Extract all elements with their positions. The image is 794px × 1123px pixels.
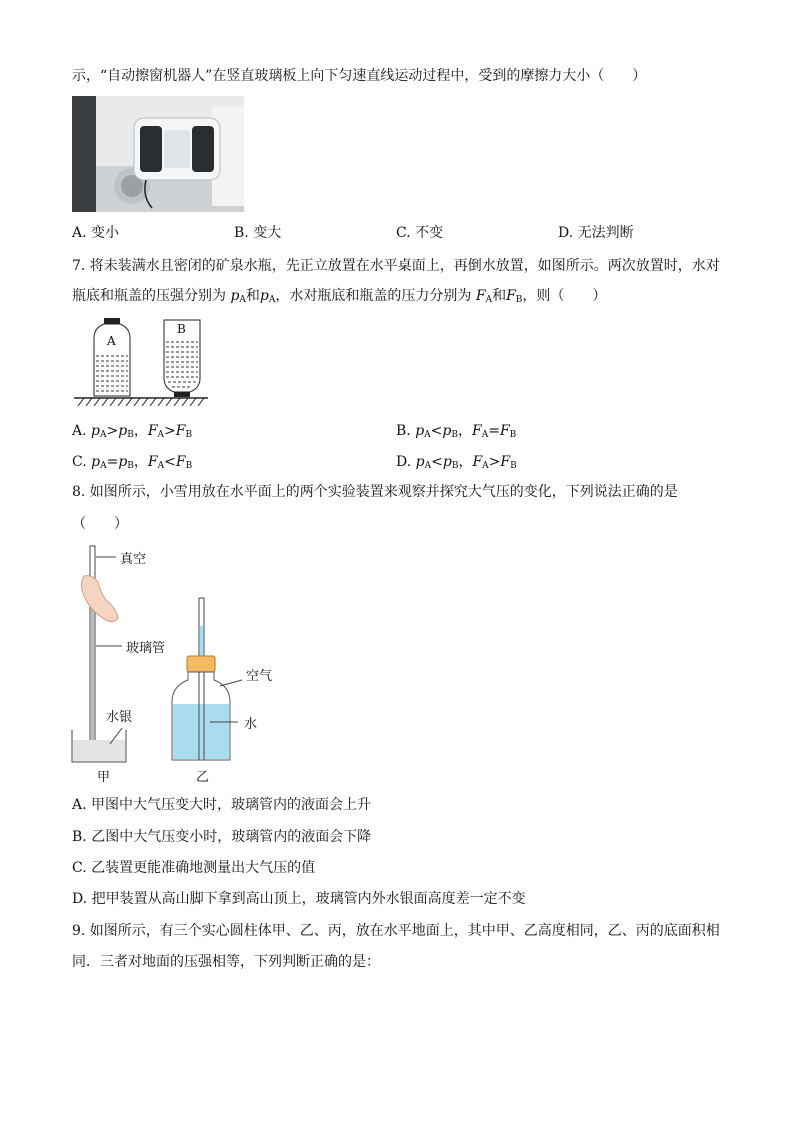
q8-option-d[interactable]: D. 把甲装置从高山脚下拿到高山顶上，玻璃管内外水银面高度差一定不变 [72,891,526,907]
q9-stem-line1: 9. 如图所示，有三个实心圆柱体甲、乙、丙，放在水平地面上，其中甲、乙高度相同，乙、丙的底面积相 [72,923,720,939]
q7-option-c[interactable]: C. $p_A=p_B$，$F_A<F_B$ [72,454,193,471]
q9-stem-line2: 同．三者对地面的压强相等，下列判断正确的是： [72,954,380,970]
q6-option-c[interactable]: C. 不变 [396,225,444,241]
q6-option-a[interactable]: A. 变小 [72,225,120,241]
q8-option-a[interactable]: A. 甲图中大气压变大时，玻璃管内的液面会上升 [72,797,372,813]
q8-option-c[interactable]: C. 乙装置更能准确地测量出大气压的值 [72,860,316,876]
q7-option-a[interactable]: A. $p_A>p_B$，$F_A>F_B$ [72,423,193,440]
label-jia: 甲 [97,770,111,785]
label-yi: 乙 [196,770,210,785]
q7-option-b[interactable]: B. $p_A<p_B$，$F_A=F_B$ [396,423,517,440]
q7-stem-line2: 瓶底和瓶盖的压强分别为 $p_A$和$p_A$，水对瓶底和瓶盖的压力分别为 $F_A$和$F_B$，则（ ） [72,288,607,305]
label-mercury: 水银 [106,710,133,725]
q8-stem-line1: 8. 如图所示，小雪用放在水平面上的两个实验装置来观察并探究大气压的变化，下列说法正确的是 [72,484,678,500]
q8-stem-line2: （ ） [72,516,128,532]
q6-option-d[interactable]: D. 无法判断 [558,225,634,241]
window-robot-photo [72,96,244,212]
label-air: 空气 [246,669,273,684]
label-water: 水 [244,717,258,732]
q8-option-b[interactable]: B. 乙图中大气压变小时，玻璃管内的液面会下降 [72,829,372,845]
q6-option-b[interactable]: B. 变大 [234,225,282,241]
bottles-figure [74,316,208,408]
bottle-b-label: B [177,322,186,336]
label-glass-tube: 玻璃管 [126,641,166,656]
q7-stem-line1: 7. 将未装满水且密闭的矿泉水瓶，先正立放置在水平桌面上，再倒水放置，如图所示。两次放置时，水对 [72,258,720,274]
bottle-a-label: A [107,334,116,348]
q7-option-d[interactable]: D. $p_A<p_B$，$F_A>F_B$ [396,454,517,471]
label-vacuum: 真空 [120,552,147,567]
q6-stem: 示，“自动擦窗机器人”在竖直玻璃板上向下匀速直线运动过程中，受到的摩擦力大小（ ） [72,68,647,84]
barometer-figure [70,540,300,784]
